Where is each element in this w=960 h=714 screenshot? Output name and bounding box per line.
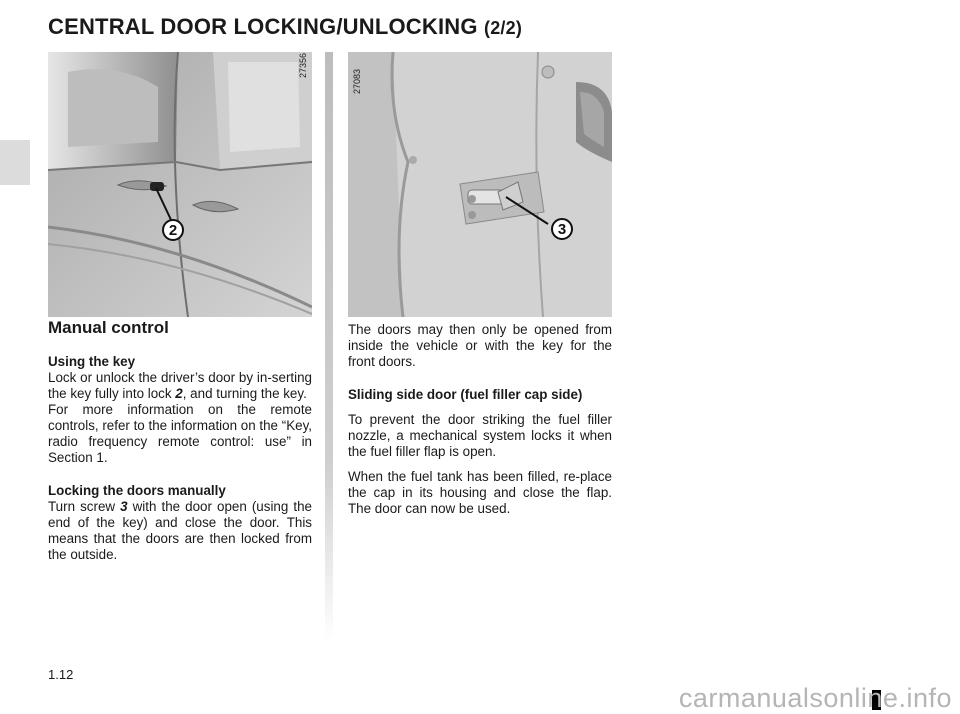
section-heading: Manual control [48,318,169,337]
subheading-manual-locking: Locking the doors manually [48,483,226,498]
door-illustration [48,52,312,317]
figure-code: 27356 [298,52,308,78]
paragraph-using-key [48,370,312,402]
title-main: CENTRAL DOOR LOCKING/UNLOCKING [48,14,478,39]
latch-illustration [348,52,612,317]
text-span: Lock or unlock the driver’s door by in-serting the key fully into lock [48,370,312,401]
section-tab [0,140,30,185]
figure-sliding-door-latch [348,52,612,317]
page-number: 1.12 [48,667,74,682]
title-part: (2/2) [484,18,523,38]
text-span: with the door open (using the end of the key) and close the door. This means that the doors are then locked from the outside. [48,499,312,562]
reference-number: 2 [175,386,183,401]
callout-3: 3 [551,218,573,240]
paragraph-manual-locking [48,499,312,563]
paragraph-doors-opened: The doors may then only be opened from inside the vehicle or with the key for the front doors. [348,322,612,369]
page-title [48,14,522,40]
subheading-using-key: Using the key [48,354,136,369]
column-divider [325,52,333,642]
text-span: Turn screw [48,499,121,514]
figure-code: 27083 [352,68,362,94]
paragraph-remote-info: For more information on the remote controls, refer to the information on the “Key, radio frequency remote control: use” in Section 1. [48,402,312,465]
figure-door-lock [48,52,312,317]
paragraph-refill: When the fuel tank has been filled, re-place the cap in its housing and close the flap. The door can now be used. [348,469,612,516]
reference-number: 3 [120,499,128,514]
callout-2: 2 [162,219,184,241]
text-span: , and turning the key. [182,386,307,401]
left-column [48,320,312,563]
watermark[interactable]: carmanualsonline.info [678,683,952,713]
right-column [348,322,612,517]
paragraph-fuel-nozzle: To prevent the door striking the fuel filler nozzle, a mechanical system locks it when the fuel filler flap is open. [348,412,612,459]
subheading-sliding-door: Sliding side door (fuel filler cap side) [348,387,583,402]
